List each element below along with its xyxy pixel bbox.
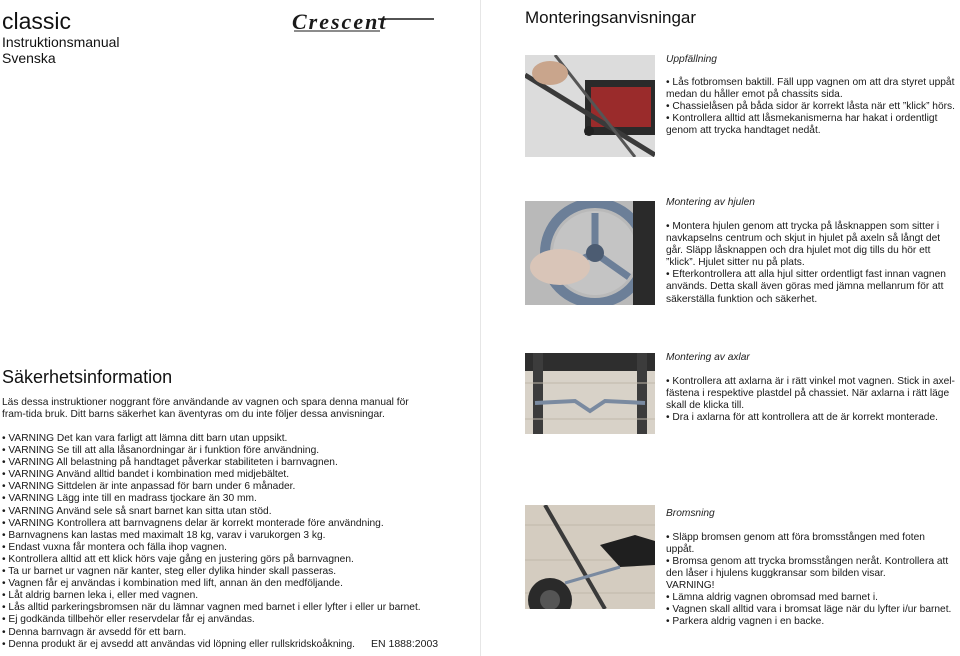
list-item: • VARNING Använd alltid bandet i kombination med midjebältet. [2, 469, 290, 481]
safety-intro: Läs dessa instruktioner noggrant före användande av vagnen och spara denna manual för fram-tida bruk. Ditt barns säkerhet kan äventyras om du inte följer dessa anvisningar. [2, 397, 409, 421]
unfolding-photo [525, 55, 655, 157]
list-item: • Lås fotbromsen baktill. Fäll upp vagnen om att dra styret uppåt medan du håller emot på chassits sida. [666, 77, 955, 101]
list-item: • Ta ur barnet ur vagnen när kanter, steg eller dylika hinder skall passeras. [2, 566, 337, 578]
list-item: • Denna produkt är ej avsedd att användas vid löpning eller rullskridskoåkning. [2, 638, 355, 650]
list-item: • Släpp bromsen genom att föra bromsstången med foten uppåt. [666, 532, 925, 556]
list-item: • Lås alltid parkeringsbromsen när du lämnar vagnen med barnet i eller lyfter i eller ur barnet. [2, 602, 421, 614]
page-title: Monteringsanvisningar [525, 8, 697, 27]
wheels-bullets [666, 221, 956, 306]
list-item: • Chassielåsen på båda sidor är korrekt låsta när ett ”klick” hörs. [666, 101, 955, 113]
list-item: • Vagnen får ej användas i kombination med lift, annan än den medföljande. [2, 578, 343, 590]
unfolding-bullets [666, 77, 956, 137]
list-item: • Kontrollera alltid att ett klick hörs vaje gång en justering görs på barnvagnen. [2, 553, 354, 565]
list-item: • VARNING Kontrollera att barnvagnens delar är korrekt monterade före användning. [2, 517, 384, 529]
section-caption-axles: Montering av axlar [666, 352, 750, 363]
braking-bullets [666, 532, 956, 580]
list-item: • Barnvagnens kan lastas med maximalt 18 kg, varav i varukorgen 3 kg. [2, 529, 326, 541]
list-item: • Parkera aldrig vagnen i en backe. [666, 616, 825, 628]
crescent-logo [290, 10, 436, 34]
list-item: • Ej godkända tillbehör eller reservdelar får ej användas. [2, 614, 255, 626]
list-item: • VARNING Använd sele så snart barnet kan sitta utan stöd. [2, 505, 272, 517]
page-divider [480, 0, 481, 656]
list-item: • Endast vuxna får montera och fälla ihop vagnen. [2, 541, 228, 553]
axle-photo [525, 353, 655, 434]
list-item: • VARNING Se till att alla låsanordningar är i funktion före användning. [2, 445, 320, 457]
list-item: • Bromsa genom att trycka bromsstången neråt. Kontrollera att den låser i hjulens kuggkransar som bilden visar. [666, 556, 949, 580]
list-item: • Låt aldrig barnen leka i, eller med vagnen. [2, 590, 199, 602]
list-item: • VARNING Sittdelen är inte anpassad för barn under 6 månader. [2, 481, 296, 493]
list-item: • Montera hjulen genom att trycka på låsknappen som sitter i navkapselns centrum och skjut in hjulet på axeln så långt det går. Släpp låsknappen och dra hjulet mot dig tills du hör ett ”klick”. Hjulet sitter nu på plats. [666, 221, 941, 269]
list-item: • Kontrollera alltid att låsmekanismerna har hakat i ordentligt genom att trycka handtaget nedåt. [666, 113, 938, 137]
section-caption-braking: Bromsning [666, 508, 715, 519]
list-item: • VARNING Lägg inte till en madrass tjockare än 30 mm. [2, 493, 257, 505]
safety-warning-list [2, 433, 432, 651]
wheel-photo [525, 201, 655, 305]
section-caption-unfolding: Uppfällning [666, 54, 717, 65]
list-item: • Vagnen skall alltid vara i bromsat läge när du lyfter i/ur barnet. [666, 604, 952, 616]
brake-warning-bullets [666, 592, 956, 628]
list-item: • Kontrollera att axlarna är i rätt vinkel mot vagnen. Stick in axel-fästena i respektive plastdel på chassiet. När axlarna i rätt läge skall de klicka till. [666, 376, 955, 412]
product-title: classic [2, 8, 72, 34]
list-item: • Dra i axlarna för att kontrollera att de är korrekt monterade. [666, 412, 938, 424]
brake-warning-label: VARNING! [666, 580, 715, 591]
logo-text: Crescent [292, 10, 388, 34]
list-item: • Efterkontrollera att alla hjul sitter ordentligt fast innan vagnen används. Detta skall även göras med jämna mellanrum för att säkerställa funktion och säkerhet. [666, 269, 946, 305]
standard-label: EN 1888:2003 [371, 638, 439, 650]
list-item: • Lämna aldrig vagnen obromsad med barnet i. [666, 592, 878, 603]
brake-photo [525, 505, 655, 609]
list-item: • Denna barnvagn är avsedd för ett barn. [2, 626, 187, 638]
safety-heading: Säkerhetsinformation [2, 367, 173, 387]
language-label: Svenska [2, 50, 56, 66]
section-caption-wheels: Montering av hjulen [666, 197, 755, 208]
axles-bullets [666, 376, 956, 424]
manual-subtitle: Instruktionsmanual [2, 34, 120, 50]
list-item: • VARNING All belastning på handtaget påverkar stabiliteten i barnvagnen. [2, 457, 338, 469]
list-item: • VARNING Det kan vara farligt att lämna ditt barn utan uppsikt. [2, 433, 288, 444]
